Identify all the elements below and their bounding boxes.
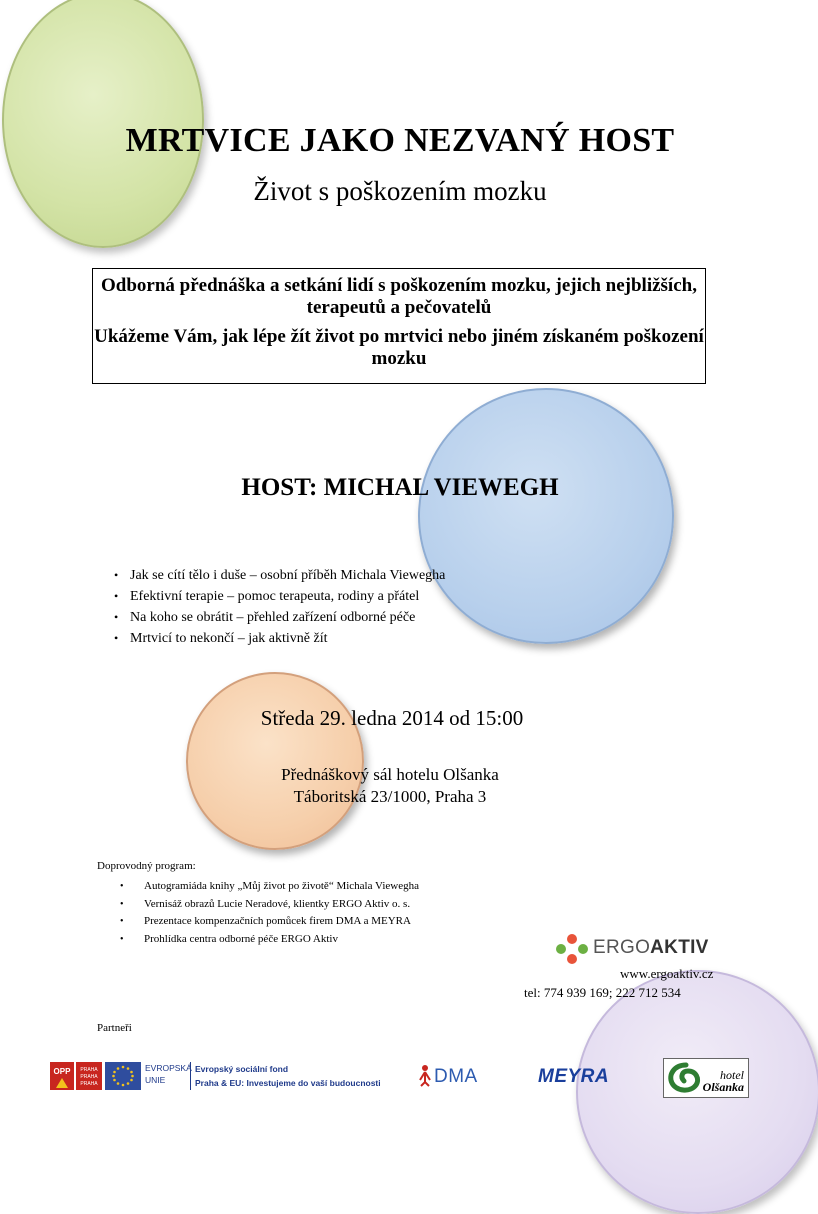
eu-label: EVROPSKÁ UNIE [145,1063,192,1085]
event-venue [0,764,780,808]
poster-subtitle: Život s poškozením mozku [253,176,547,206]
venue-address: Táboritská 23/1000, Praha 3 [293,787,487,806]
ergoaktiv-logo-text: ERGOAKTIV [593,937,709,958]
dma-figure-icon [416,1064,434,1088]
eu-flag-icon [105,1062,141,1090]
description-line-2: Ukážeme Vám, jak lépe žít život po mrtvici nebo jiném získaném poškození mozku [94,326,704,369]
list-item: • Na koho se obrátit – přehled zařízení odborné péče [112,607,445,628]
event-date: Středa 29. ledna 2014 od 15:00 [260,706,524,730]
list-item: • Prohlídka centra odborné péče ERGO Aktiv [120,931,419,949]
list-item: • Jak se cítí tělo i duše – osobní příběh Michala Viewegha [112,565,445,586]
hotel-label: hotel [720,1068,744,1082]
decorative-circle-blue [418,388,674,644]
partners-title: Partneři [97,1022,132,1034]
dma-logo [416,1064,506,1094]
program-list [120,878,419,948]
meyra-logo: MEYRA [538,1066,610,1087]
description-box [92,268,706,384]
program-title: Doprovodný program: [97,860,196,872]
venue-name: Přednáškový sál hotelu Olšanka [281,765,499,784]
list-item: • Efektivní terapie – pomoc terapeuta, rodiny a přátel [112,586,445,607]
svg-text:PRAHA: PRAHA [80,1074,98,1080]
organizer-phone: tel: 774 939 169; 222 712 534 [524,985,681,1000]
host-heading: HOST: MICHAL VIEWEGH [241,474,559,501]
esf-label: Evropský sociální fond Praha & EU: Investujeme do vaší budoucnosti [190,1062,381,1090]
ergoaktiv-dots-icon [555,933,589,965]
list-item: • Mrtvicí to nekončí – jak aktivně žít [112,628,445,649]
hotel-name: Olšanka [702,1080,744,1094]
list-item: • Prezentace kompenzačních pomůcek firem DMA a MEYRA [120,913,419,931]
poster-title: MRTVICE JAKO NEZVANÝ HOST [125,122,675,159]
list-item: • Autogramiáda knihy „Můj život po životě“ Michala Viewegha [120,878,419,896]
description-line-1: Odborná přednáška a setkání lidí s poškozením mozku, jejich nejbližších, terapeutů a pečovatelů [101,275,697,318]
ergoaktiv-logo [555,933,709,965]
svg-text:PRAHA: PRAHA [80,1067,98,1073]
hotel-olsanka-logo [663,1058,749,1098]
dma-logo-text: DMA [434,1066,478,1087]
hotel-swirl-icon [666,1061,706,1095]
decorative-circle-orange [186,672,364,850]
svg-text:OPP: OPP [53,1067,71,1076]
organizer-website: www.ergoaktiv.cz [620,966,714,981]
svg-text:PRAHA: PRAHA [80,1081,98,1087]
list-item: • Vernisáž obrazů Lucie Neradové, klientky ERGO Aktiv o. s. [120,896,419,914]
opp-praha-logo [50,1062,102,1090]
topics-list [112,565,445,649]
